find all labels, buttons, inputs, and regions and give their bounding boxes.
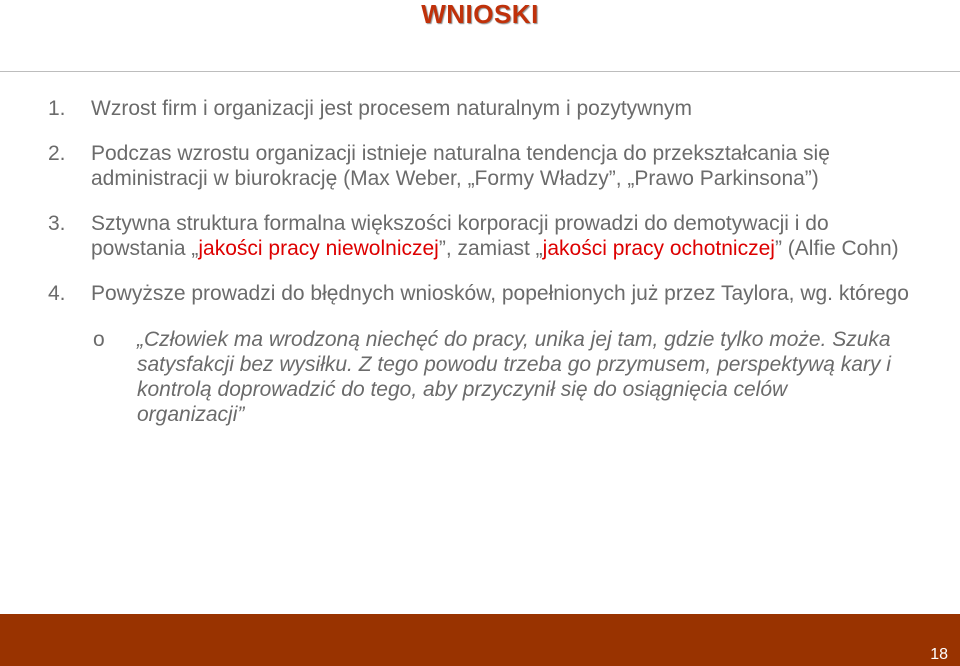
conclusions-list xyxy=(0,96,960,427)
highlight-voluntary-work: jakości pracy ochotniczej xyxy=(542,237,775,260)
title-divider xyxy=(0,71,960,72)
quote-text: „Człowiek ma wrodzoną niechęć do pracy, unika jej tam, gdzie tylko może. Szuka satysfakcji bez wysiłku. Z tego powodu trzeba go przymusem, perspektywą kary i kontrolą doprowadzić do tego, aby przyczynił się do osiągnięcia celów organizacji” xyxy=(137,328,891,426)
list-item xyxy=(0,281,960,427)
item-number: 4. xyxy=(48,282,66,305)
item-text: Podczas wzrostu organizacji istnieje naturalna tendencja do przekształcania się administracji w biurokrację (Max Weber, „Formy Władzy”, „Prawo Parkinsona”) xyxy=(91,142,830,190)
item-number: 1. xyxy=(48,97,66,120)
list-item xyxy=(0,96,960,121)
list-item xyxy=(0,141,960,191)
list-item xyxy=(0,211,960,261)
highlight-slave-work: jakości pracy niewolniczej xyxy=(198,237,439,260)
slide-title: WNIOSKI xyxy=(421,0,539,29)
taylor-quote xyxy=(0,327,960,427)
item-number: 2. xyxy=(48,142,66,165)
item-number: 3. xyxy=(48,212,66,235)
item-text: ”, zamiast „ xyxy=(438,237,543,260)
item-text: Sztywna struktura formalna większości korporacji prowadzi do demotywacji i do powstania „ xyxy=(91,212,829,260)
item-text: Wzrost firm i organizacji jest procesem naturalnym i pozytywnym xyxy=(91,97,693,120)
footer-bar xyxy=(0,614,960,666)
item-text: Powyższe prowadzi do błędnych wniosków, popełnionych już przez Taylora, wg. którego xyxy=(91,282,909,305)
item-text: ” (Alfie Cohn) xyxy=(774,237,899,260)
circle-bullet-icon: o xyxy=(93,328,105,351)
page-number: 18 xyxy=(930,646,948,663)
